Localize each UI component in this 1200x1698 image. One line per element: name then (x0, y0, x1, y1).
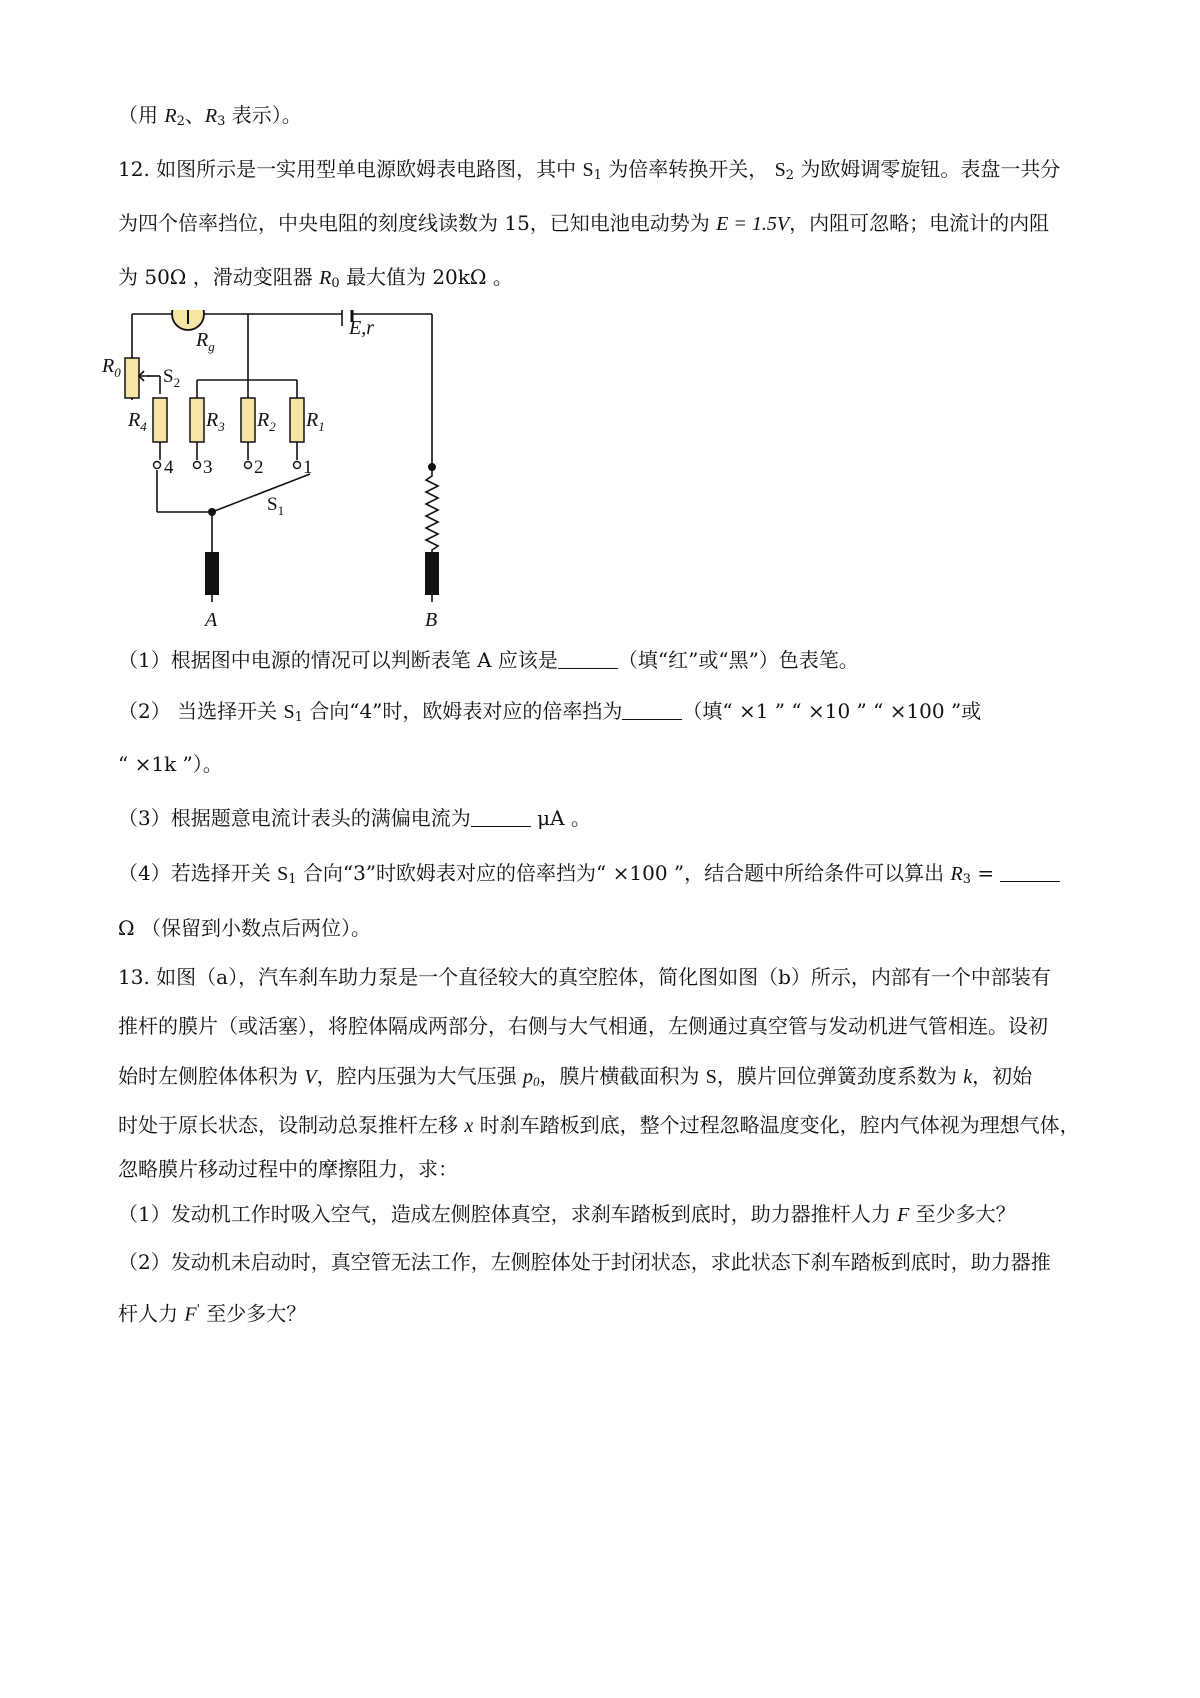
resistor-r2 (241, 398, 255, 442)
text: （2） 当选择开关 (118, 699, 284, 723)
text: （1）根据图中电源的情况可以判断表笔 A 应该是 (118, 648, 558, 672)
math: k (963, 1066, 973, 1088)
text: （2）发动机未启动时，真空管无法工作，左侧腔体处于封闭状态，求此状态下刹车踏板到底时，助力器推 (118, 1250, 1051, 1274)
label-s2: $S_2$ (163, 366, 181, 390)
text: （3）根据题意电流计表头的满偏电流为 (118, 806, 471, 830)
q12-sub2-cont (118, 750, 223, 778)
math-r2: R (164, 105, 177, 127)
math: F (184, 1303, 197, 1326)
probe-b (425, 552, 439, 595)
math: R (950, 863, 963, 885)
label-er: E,r (349, 317, 374, 339)
label-a: A (205, 609, 218, 631)
answer-blank (558, 648, 618, 669)
text: （填“ ×1 ” “ ×10 ” “ ×100 ”或 (682, 699, 982, 723)
probe-a (205, 552, 219, 595)
text: 合向“3”时欧姆表对应的倍率挡为“ ×100 ”，结合题中所给条件可以算出 (296, 861, 951, 885)
q13-line1 (118, 963, 1051, 991)
text: 至少多大？ (199, 1301, 307, 1326)
q13-line4 (118, 1111, 1080, 1140)
label-r2: $R_2$ (257, 409, 276, 434)
label-r3: $R_3$ (206, 409, 225, 434)
label-terminal-4: 4 (164, 457, 174, 478)
text: 、 (184, 103, 205, 127)
q13-sub2 (118, 1248, 1051, 1276)
answer-blank (1000, 861, 1060, 882)
sub: 0 (331, 276, 340, 291)
text: ，初始 (972, 1064, 1033, 1088)
sub: 0 (532, 1074, 540, 1089)
answer-blank (622, 699, 682, 720)
text: 为倍率转换开关， (601, 157, 775, 181)
q12-sub4 (118, 859, 1060, 894)
terminal-4 (154, 462, 161, 469)
r0-rheostat (125, 358, 139, 398)
text: ，膜片横截面积为 (539, 1064, 706, 1088)
text: 最大值为 20kΩ 。 (339, 265, 513, 289)
q13-line5 (118, 1155, 458, 1183)
math: F (897, 1204, 910, 1226)
text: ，内阻可忽略；电流计的内阻 (789, 211, 1050, 235)
label-rg: $R_g$ (196, 329, 215, 354)
answer-blank (471, 806, 531, 827)
question-number: 12. (118, 157, 157, 181)
q12-line1 (118, 155, 1060, 190)
text: 忽略膜片移动过程中的摩擦阻力，求： (118, 1157, 458, 1181)
math: S (774, 159, 786, 181)
text: 杆人力 (118, 1301, 185, 1326)
math: S (705, 1066, 717, 1088)
text: 时处于原长状态，设制动总泵推杆左移 (118, 1113, 465, 1137)
resistor-r4 (153, 398, 167, 442)
q11-tail-line (118, 101, 302, 136)
label-b: B (425, 609, 438, 631)
text: 至少多大？ (909, 1202, 1016, 1226)
q12-sub2 (118, 697, 981, 732)
label-r4: $R_4$ (128, 409, 147, 434)
text: “ ×1k ”）。 (118, 752, 223, 776)
text: 为 50Ω ，滑动变阻器 (118, 265, 320, 289)
text: （填“红”或“黑”）色表笔。 (617, 648, 859, 672)
q13-sub2-cont (118, 1295, 306, 1329)
text: 合向“4”时，欧姆表对应的倍率挡为 (302, 699, 623, 723)
text: 始时左侧腔体体积为 (118, 1064, 305, 1088)
sub: 3 (962, 872, 971, 887)
label-s1: $S_1$ (267, 494, 285, 518)
q13-sub1 (118, 1200, 1016, 1229)
text: = (970, 861, 1001, 885)
math: R (319, 267, 332, 289)
text: （1）发动机工作时吸入空气，造成左侧腔体真空，求刹车踏板到底时，助力器推杆人力 (118, 1202, 898, 1226)
resistor-r1 (290, 398, 304, 442)
math-emf: E = 1.5V (716, 213, 790, 235)
text: 如图所示是一实用型单电源欧姆表电路图，其中 (156, 157, 583, 181)
text: ，腔内压强为大气压强 (316, 1064, 523, 1088)
math: V (304, 1066, 317, 1088)
text: 表示）。 (225, 103, 302, 127)
label-r0: $R_0$ (102, 355, 121, 380)
r0-slider-arrow-icon (139, 371, 150, 381)
terminal-1 (294, 462, 301, 469)
terminal-3 (194, 462, 201, 469)
text: ，膜片回位弹簧劲度系数为 (716, 1064, 964, 1088)
terminal-2 (245, 462, 252, 469)
q13-line2 (118, 1012, 1048, 1040)
text: 为欧姆调零旋钮。表盘一共分 (794, 157, 1061, 181)
q12-sub1 (118, 646, 859, 674)
text: 13. 如图（a），汽车刹车助力泵是一个直径较大的真空腔体，简化图如图（b）所示，内部有一个中部装有 (118, 965, 1051, 989)
text: μA 。 (530, 806, 591, 830)
q12-sub4-cont (118, 914, 371, 942)
q12-line2 (118, 209, 1049, 238)
ohmmeter-circuit-diagram (100, 310, 500, 690)
text: 时刹车踏板到底，整个过程忽略温度变化，腔内气体视为理想气体， (473, 1113, 1080, 1137)
text: （4）若选择开关 (118, 861, 278, 885)
text: 推杆的膜片（或活塞），将腔体隔成两部分，右侧与大气相通，左侧通过真空管与发动机进气管相连。设初 (118, 1014, 1048, 1038)
sub: 2 (785, 168, 795, 183)
label-terminal-2: 2 (254, 457, 264, 478)
text: （用 (118, 103, 165, 127)
sub: 1 (288, 872, 297, 887)
text: 为四个倍率挡位，中央电阻的刻度线读数为 15，已知电池电动势为 (118, 211, 717, 235)
math: S (277, 863, 289, 885)
math: p (522, 1066, 533, 1088)
sub: 2 (176, 114, 185, 129)
label-terminal-1: 1 (303, 457, 313, 478)
text: Ω （保留到小数点后两位）。 (118, 916, 371, 940)
math: S (582, 159, 594, 181)
switch-pivot (208, 508, 216, 516)
q13-line3 (118, 1062, 1032, 1096)
q12-line3 (118, 263, 513, 298)
spring-node (428, 463, 436, 471)
q12-sub3 (118, 804, 591, 832)
sub: 1 (593, 168, 602, 183)
sub: 1 (294, 710, 303, 725)
label-r1: $R_1$ (306, 409, 325, 434)
galvanometer-icon (172, 310, 204, 330)
prime: ' (196, 1302, 200, 1316)
sub: 3 (217, 114, 226, 129)
math-r3: R (204, 105, 218, 127)
math: x (464, 1115, 474, 1137)
resistor-r3 (190, 398, 204, 442)
math: S (283, 701, 295, 723)
label-terminal-3: 3 (203, 457, 213, 478)
